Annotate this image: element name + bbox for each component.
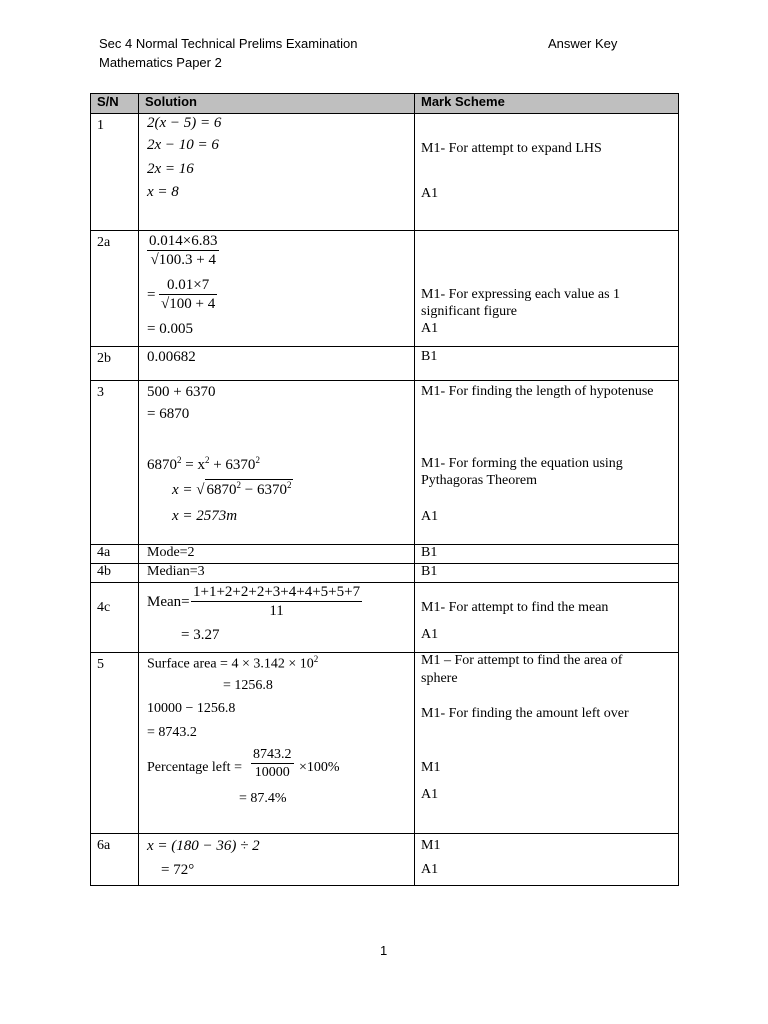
mark-line: A1 — [421, 321, 439, 336]
table-row — [91, 583, 679, 653]
table-row — [91, 653, 679, 834]
exponent: 2 — [236, 480, 242, 490]
surface-area-line — [147, 654, 318, 673]
table-row — [91, 545, 679, 564]
solution-line: ×100% — [299, 760, 340, 775]
column-header-sn: S/N — [91, 94, 139, 114]
solution-cell — [139, 347, 415, 381]
solution-line: 500 + 6370 — [147, 384, 216, 400]
equals-sign: = — [147, 287, 156, 303]
mark-scheme-cell — [415, 834, 679, 886]
term: 6870 — [206, 482, 237, 498]
denominator: 10000 — [254, 765, 290, 780]
radicand — [205, 479, 294, 499]
mark-line: M1- For expressing each value as 1 — [421, 287, 621, 302]
numerator: 8743.2 — [253, 747, 292, 762]
mark-line: M1 – For attempt to find the area of — [421, 653, 623, 668]
solution-cell — [139, 231, 415, 347]
table-header-row — [91, 94, 679, 114]
table-row — [91, 834, 679, 886]
mark-scheme-cell — [415, 583, 679, 653]
solution-line: = 0.005 — [147, 321, 193, 337]
solution-line: = 87.4% — [239, 791, 287, 806]
exponent: 2 — [177, 455, 182, 465]
percentage-label: Percentage left = — [147, 760, 242, 775]
mark-scheme-cell — [415, 231, 679, 347]
solution-cell — [139, 653, 415, 834]
question-number: 5 — [91, 653, 139, 834]
mark-line: M1 — [421, 760, 441, 775]
term: Surface area = 4 × 3.142 × 10 — [147, 656, 314, 672]
term: + 6370 — [209, 457, 256, 473]
solution-line: = 1256.8 — [223, 678, 273, 693]
mark-line: sphere — [421, 671, 458, 686]
solution-line: Mode=2 — [147, 545, 195, 560]
answer-table — [90, 93, 679, 886]
column-header-mark-scheme: Mark Scheme — [415, 94, 679, 114]
exponent: 2 — [313, 654, 319, 664]
mark-line: A1 — [421, 509, 439, 524]
table-row — [91, 381, 679, 545]
solution-line: x = 8 — [147, 184, 179, 200]
solution-line: 10000 − 1256.8 — [147, 701, 236, 716]
mark-line: A1 — [421, 627, 439, 642]
solution-line: x = 2573m — [172, 508, 238, 524]
mark-line: B1 — [421, 349, 438, 364]
solution-line: 0.00682 — [147, 349, 196, 365]
exponent: 2 — [255, 455, 260, 465]
mark-line: M1- For attempt to expand LHS — [421, 141, 602, 156]
denominator: 11 — [269, 603, 284, 619]
numerator: 1+1+2+2+2+3+4+4+5+5+7 — [193, 584, 361, 600]
mark-line: A1 — [421, 186, 439, 201]
mark-scheme-cell — [415, 653, 679, 834]
numerator: 0.014×6.83 — [149, 233, 218, 249]
exponent: 2 — [286, 480, 292, 490]
root-equation — [172, 479, 293, 499]
mark-line: significant figure — [421, 304, 518, 319]
mark-line: M1- For finding the amount left over — [421, 706, 629, 721]
denominator: √100 + 4 — [161, 296, 216, 312]
solution-line: = 72° — [161, 862, 195, 878]
solution-cell — [139, 564, 415, 583]
mark-line: M1 — [421, 838, 441, 853]
solution-line: = 6870 — [147, 406, 190, 422]
term: − 6370 — [241, 482, 287, 498]
solution-line: 2(x − 5) = 6 — [147, 115, 222, 131]
solution-cell — [139, 381, 415, 545]
question-number: 2b — [91, 347, 139, 381]
solution-cell — [139, 834, 415, 886]
mark-scheme-cell — [415, 564, 679, 583]
term: 6870 — [147, 457, 177, 473]
mark-line: M1- For forming the equation using — [421, 456, 623, 471]
term: x = — [172, 482, 197, 498]
mark-line: Pythagoras Theorem — [421, 473, 537, 488]
exam-title: Sec 4 Normal Technical Prelims Examination — [99, 36, 358, 51]
mark-line: M1- For attempt to find the mean — [421, 600, 609, 615]
table-row — [91, 231, 679, 347]
solution-line: x = (180 − 36) ÷ 2 — [147, 838, 260, 854]
fraction — [191, 584, 362, 621]
mean-label: Mean= — [147, 594, 190, 610]
fraction — [159, 277, 217, 314]
solution-line: = 3.27 — [181, 627, 220, 643]
table-row — [91, 114, 679, 231]
mark-line: B1 — [421, 564, 438, 579]
term: = x — [181, 457, 205, 473]
question-number: 4c — [91, 583, 139, 653]
mark-scheme-cell — [415, 381, 679, 545]
table-row — [91, 347, 679, 381]
solution-line: Median=3 — [147, 564, 205, 579]
mark-scheme-cell — [415, 545, 679, 564]
mark-scheme-cell — [415, 347, 679, 381]
pythagoras-equation — [147, 455, 260, 474]
solution-line: 2x − 10 = 6 — [147, 137, 219, 153]
question-number: 1 — [91, 114, 139, 231]
solution-cell — [139, 583, 415, 653]
question-number: 2a — [91, 231, 139, 347]
solution-cell — [139, 114, 415, 231]
question-number: 4a — [91, 545, 139, 564]
solution-line: = 8743.2 — [147, 725, 197, 740]
table-row — [91, 564, 679, 583]
sqrt-symbol: √ — [196, 482, 205, 498]
page-number: 1 — [380, 943, 388, 958]
answer-key-label: Answer Key — [548, 36, 618, 51]
denominator: √100.3 + 4 — [150, 252, 216, 268]
fraction — [251, 747, 294, 782]
numerator: 0.01×7 — [159, 277, 217, 295]
solution-cell — [139, 545, 415, 564]
column-header-solution: Solution — [139, 94, 415, 114]
fraction — [147, 233, 219, 270]
paper-title: Mathematics Paper 2 — [99, 55, 222, 70]
mark-line: A1 — [421, 862, 439, 877]
mark-line: A1 — [421, 787, 439, 802]
question-number: 6a — [91, 834, 139, 886]
mark-line: B1 — [421, 545, 438, 560]
solution-line: 2x = 16 — [147, 161, 194, 177]
question-number: 3 — [91, 381, 139, 545]
mark-scheme-cell — [415, 114, 679, 231]
mark-line: M1- For finding the length of hypotenuse — [421, 384, 654, 399]
question-number: 4b — [91, 564, 139, 583]
exponent: 2 — [204, 455, 210, 465]
